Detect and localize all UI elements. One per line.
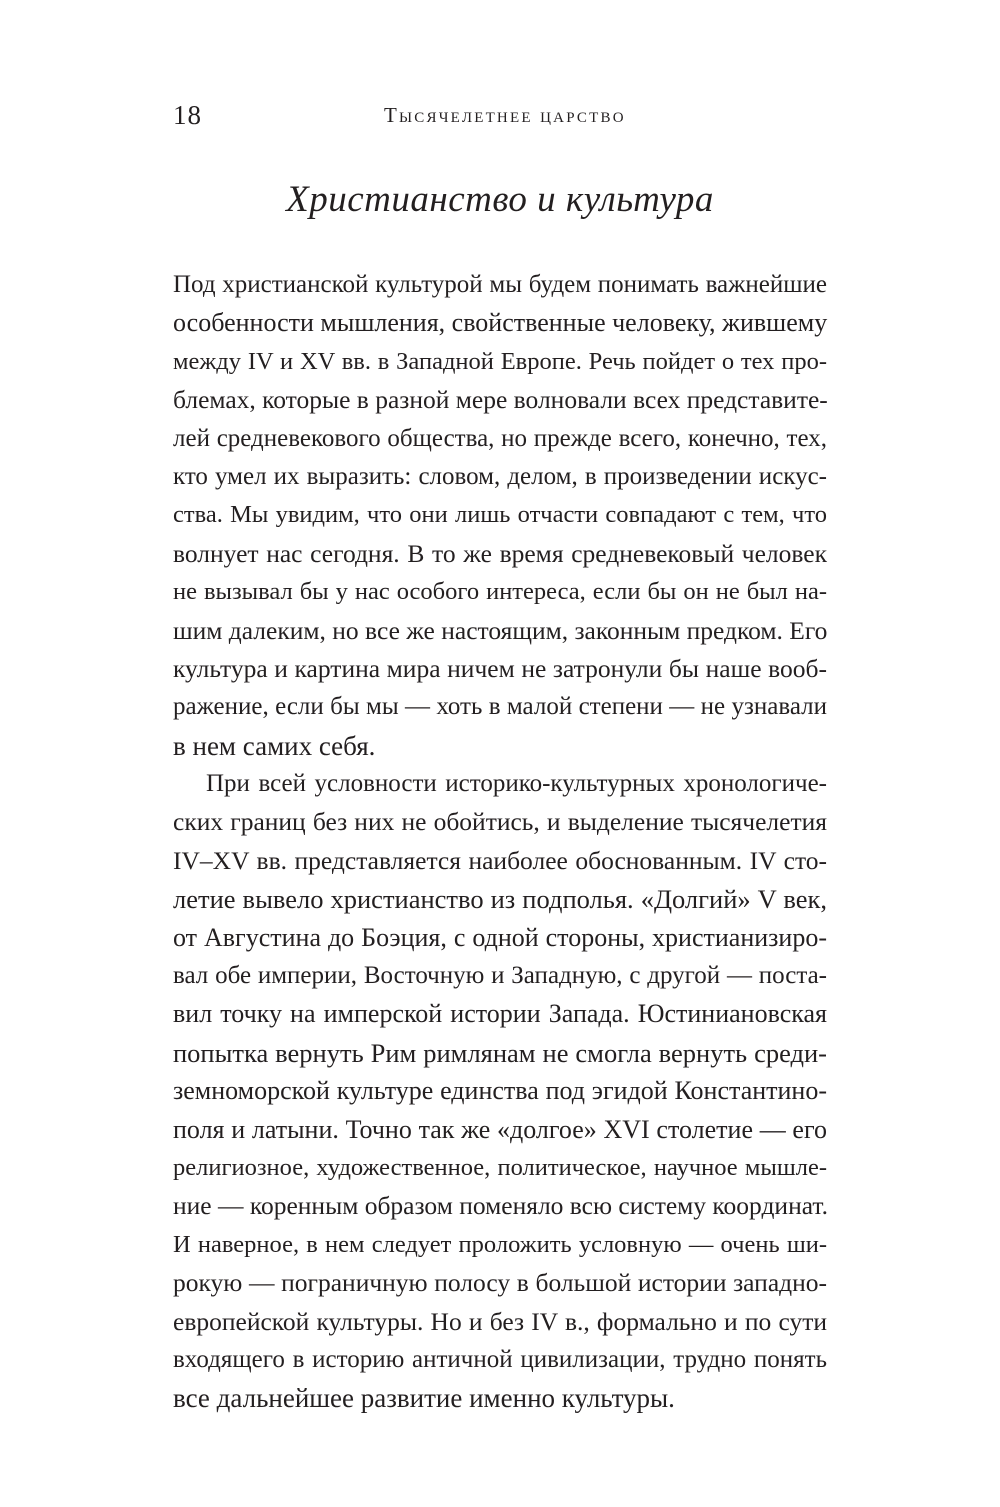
text-line: земноморской культуре единства под эгидой Константино- (173, 1076, 827, 1106)
text-line: ражение, если бы мы — хоть в малой степени — не узнавали (173, 693, 827, 721)
text-line: лей средневекового общества, но прежде всего, конечно, тех, (173, 424, 827, 452)
text-line: особенности мышления, свойственные человеку, жившему (173, 308, 828, 338)
text-line: от Августина до Боэция, с одной стороны, христианизиро- (173, 922, 827, 952)
section-title: Христианство и культура (286, 179, 714, 220)
paragraph-2 (173, 765, 827, 1418)
text-line: волнует нас сегодня. В то же время средневековый человек (173, 538, 827, 568)
text-line: не вызывал бы у нас особого интереса, если бы он не был на- (173, 578, 827, 606)
paragraph-1 (173, 266, 827, 765)
text-line: все дальнейшее развитие именно культуры. (173, 1383, 675, 1414)
text-line: входящего в историю античной цивилизации, трудно понять (173, 1345, 827, 1373)
text-line: религиозное, художественное, политическое, научное мышле- (173, 1153, 827, 1181)
body-text (173, 266, 827, 1418)
text-line: рокую — пограничную полосу в большой истории западно- (173, 1268, 827, 1298)
text-line: Под христианской культурой мы будем понимать важнейшие (173, 271, 827, 298)
text-line: летие вывело христианство из подполья. «Долгий» V век, (173, 884, 827, 915)
text-line: ства. Мы увидим, что они лишь отчасти совпадают с тем, что (173, 501, 827, 529)
text-line: между IV и XV вв. в Западной Европе. Речь пойдет о тех про- (173, 347, 827, 375)
text-line: IV–XV вв. представляется наиболее обоснованным. IV сто- (173, 845, 827, 875)
text-line: блемах, которые в разной мере волновали всех представите- (173, 385, 828, 415)
text-line: вал обе империи, Восточную и Западную, с другой — поста- (173, 962, 827, 990)
text-line: вил точку на имперской истории Запада. Юстиниановская (173, 999, 827, 1029)
text-line: шим далеким, но все же настоящим, законным предком. Его (173, 615, 828, 645)
text-line: культура и картина мира ничем не затронули бы наше вооб- (173, 653, 827, 683)
text-line: поля и латыни. Точно так же «долгое» XVI столетие — его (173, 1114, 827, 1144)
text-line: попытка вернуть Рим римлянам не смогла вернуть среди- (173, 1037, 827, 1068)
text-line: в нем самих себя. (173, 730, 376, 761)
text-line: кто умел их выразить: словом, делом, в произведении искус- (173, 462, 827, 490)
page-number: 18 (173, 100, 202, 130)
text-line: При всей условности историко-культурных хронологиче- (206, 770, 827, 798)
text-line: И наверное, в нем следует проложить условную — очень ши- (173, 1230, 827, 1258)
text-line: ских границ без них не обойтись, и выделение тысячелетия (173, 807, 827, 837)
running-head: Тысячелетнее царство (384, 103, 626, 127)
text-line: европейской культуры. Но и без IV в., формально и по сути (173, 1306, 827, 1336)
text-line: ние — коренным образом поменяло всю систему координат. (173, 1191, 828, 1221)
